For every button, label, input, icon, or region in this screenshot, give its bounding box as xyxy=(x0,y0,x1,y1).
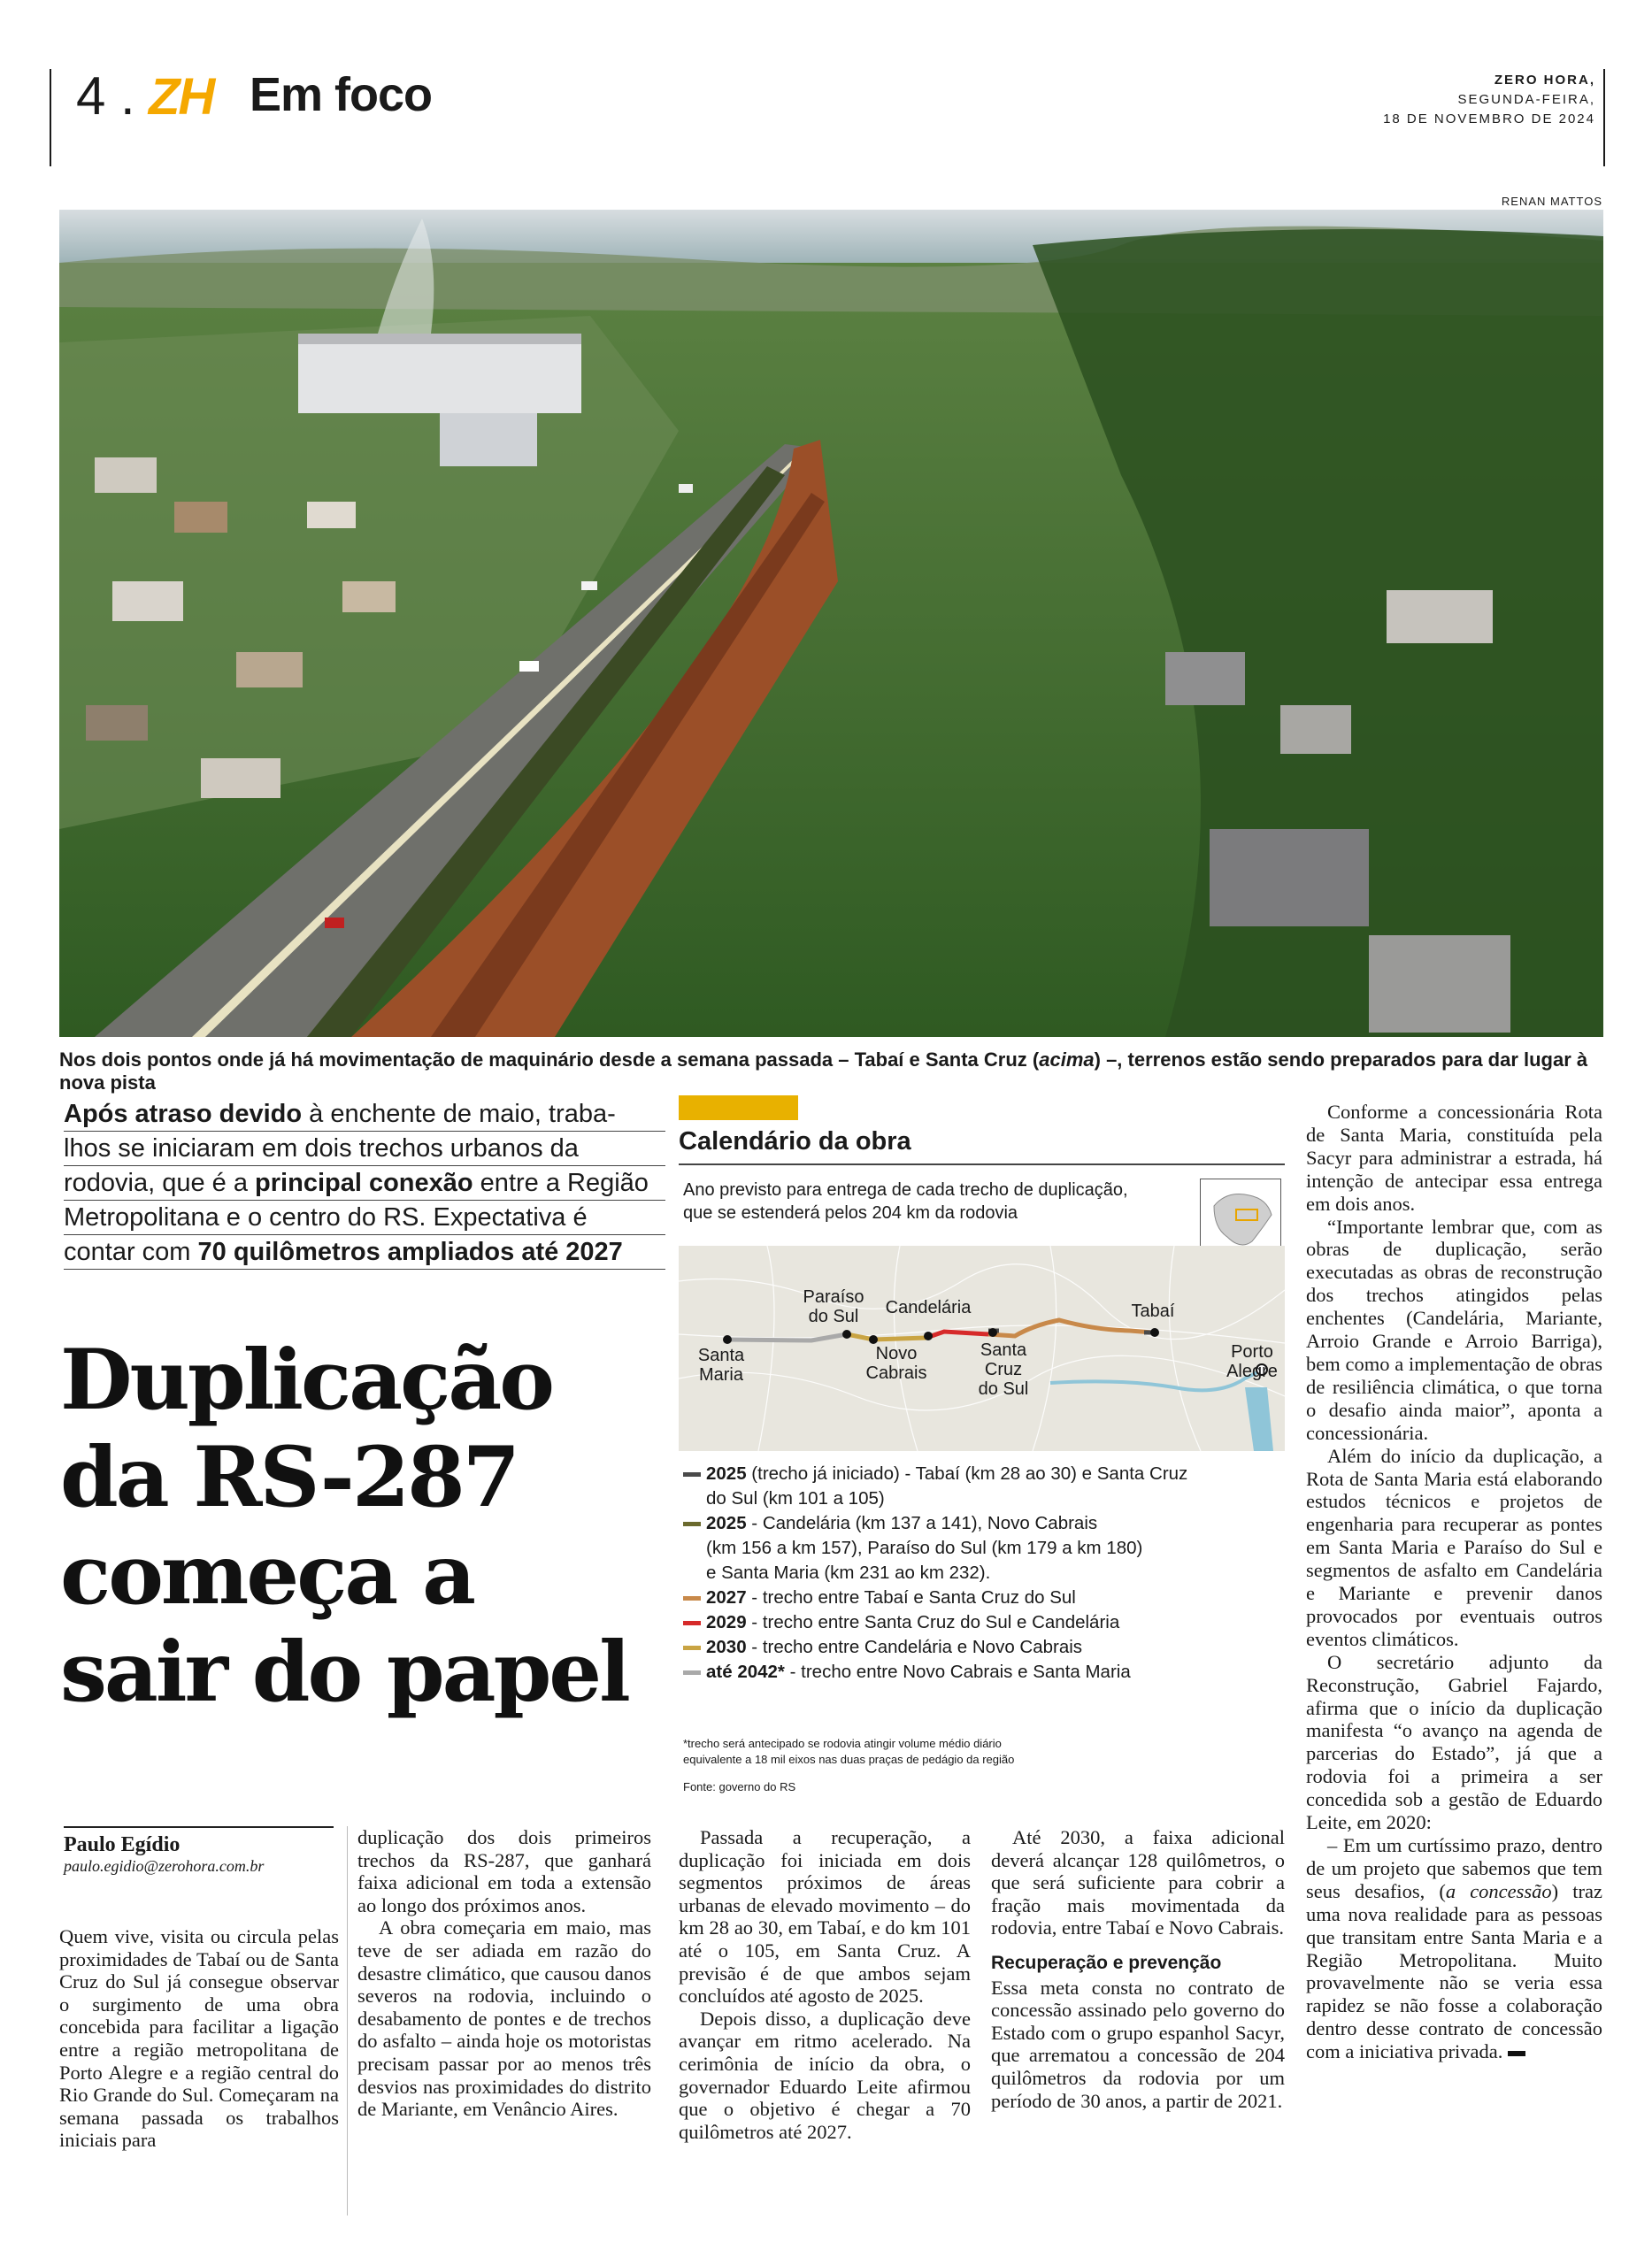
segment-2029 xyxy=(926,1332,988,1338)
paragraph: Conforme a concessionária Rota de Santa Maria, constituída pela Sacyr para administrar a estrada, há intenção de antecipar essa entrega em dois anos. xyxy=(1306,1101,1602,1215)
infographic-source: Fonte: governo do RS xyxy=(683,1780,796,1793)
infographic-title: Calendário da obra xyxy=(679,1127,911,1156)
lead-line-1: Após atraso devido à enchente de maio, traba- xyxy=(64,1097,665,1132)
paragraph: Até 2030, a faixa adicional deverá alcançar 128 quilômetros, o que será suficiente para cobrir a fração mais movimentada da rodovia, entre Tabaí e Novo Cabrais. xyxy=(991,1826,1285,1939)
column-divider xyxy=(347,1826,348,2215)
route-map xyxy=(679,1246,1285,1451)
infographic-footnote: *trecho será antecipado se rodovia atingir volume médio diário equivalente a 18 mil eixos nas duas praças de pedágio da região xyxy=(683,1737,1015,1766)
lead-line-3: rodovia, que é a principal conexão entre a Região xyxy=(64,1166,665,1201)
legend-item: 2025 - Candelária (km 137 a 141), Novo Cabrais (km 156 a km 157), Paraíso do Sul (km 179 a km 180) e Santa Maria (km 231 ao km 232). xyxy=(683,1511,1285,1586)
label-santa-maria-1: Santa xyxy=(697,1346,745,1365)
label-novo-cabrais-2: Cabrais xyxy=(865,1363,927,1383)
label-santa-cruz-1: Santa xyxy=(980,1340,1027,1360)
timeline-legend xyxy=(683,1462,1285,1685)
issue-date: 18 DE NOVEMBRO DE 2024 xyxy=(1383,111,1595,127)
headline-line-2: da RS-287 xyxy=(60,1429,519,1526)
article-column-4 xyxy=(991,1826,1285,2112)
legend-swatch xyxy=(683,1522,701,1526)
lead-paragraph xyxy=(64,1097,665,1270)
legend-item: 2029 - trecho entre Santa Cruz do Sul e Candelária xyxy=(683,1610,1285,1635)
legend-item: até 2042* - trecho entre Novo Cabrais e Santa Maria xyxy=(683,1660,1285,1685)
lead-line-5: contar com 70 quilômetros ampliados até 2027 xyxy=(64,1235,665,1270)
aerial-photo xyxy=(59,210,1603,1037)
paragraph: A obra começaria em maio, mas teve de ser adiada em razão do desastre climático, que causou danos severos na rodovia, incluindo o desabamento de pontes e de trechos do asfalto – ainda hoje os motoristas precisam passar por ao menos três desvios nas proximidades do distrito de Mariante, em Venâncio Aires. xyxy=(357,1916,651,2121)
legend-item: 2025 (trecho já iniciado) - Tabaí (km 28 ao 30) e Santa Cruz do Sul (km 101 a 105) xyxy=(683,1462,1285,1511)
page-number: 4 . xyxy=(76,66,135,126)
paragraph: Quem vive, visita ou circula pelas proximidades de Tabaí ou de Santa Cruz do Sul já consegue observar o surgimento de uma obra concebida para facilitar a ligação entre a região metropolitana de Porto Alegre e a região central do Rio Grande do Sul. Começaram na semana passada os trabalhos iniciais para xyxy=(59,1925,339,2152)
paragraph: “Importante lembrar que, com as obras de duplicação, serão executadas as obras de reconstrução dos trechos atingidos pelas enchentes (Candelária, Mariante, Arroio Grande e Arroio Barriga), bem como a implementação de obras de resiliência climática, o que torna o desafio ainda maior”, aponta a concessionária. xyxy=(1306,1215,1602,1444)
header-right-rule xyxy=(1603,69,1605,166)
infographic-accent-bar xyxy=(679,1095,798,1120)
apartment-building xyxy=(298,334,581,413)
subheading: Recuperação e prevenção xyxy=(991,1952,1222,1973)
label-santa-cruz-2: Cruz xyxy=(984,1360,1023,1379)
headline-line-1: Duplicação xyxy=(60,1332,552,1429)
label-novo-cabrais-1: Novo xyxy=(875,1344,918,1363)
label-porto-alegre-1: Porto xyxy=(1231,1342,1273,1362)
header-left-rule xyxy=(50,69,51,166)
marker-tabai xyxy=(1150,1328,1159,1337)
photo-caption: Nos dois pontos onde já há movimentação de maquinário desde a semana passada – Tabaí e Santa Cruz (acima) –, terrenos estão sendo preparados para dar lugar à nova pista xyxy=(59,1048,1588,1094)
label-paraiso-2: do Sul xyxy=(808,1307,859,1326)
end-mark xyxy=(1508,2051,1525,2056)
paragraph: – Em um curtíssimo prazo, dentro de um projeto que sabemos que tem seus desafios, (a concessão) traz uma nova realidade para as pessoas que transitam entre Santa Maria e a Região Metropolitana. Muito provavelmente não se veria essa rapidez se não fosse a colaboração dentro desse contrato de concessão com a iniciativa privada. xyxy=(1306,1834,1602,2063)
author-name: Paulo Egídio xyxy=(64,1833,181,1856)
article-column-2 xyxy=(357,1826,651,2121)
label-santa-cruz-3: do Sul xyxy=(978,1379,1029,1399)
legend-swatch xyxy=(683,1670,701,1675)
marker-paraiso-do-sul xyxy=(842,1330,851,1339)
legend-swatch xyxy=(683,1472,701,1477)
label-porto-alegre-2: Alegre xyxy=(1226,1362,1278,1381)
legend-swatch xyxy=(683,1621,701,1625)
article-column-3 xyxy=(679,1826,971,2143)
legend-item: 2027 - trecho entre Tabaí e Santa Cruz do Sul xyxy=(683,1586,1285,1610)
legend-item: 2030 - trecho entre Candelária e Novo Cabrais xyxy=(683,1635,1285,1660)
lead-line-4: Metropolitana e o centro do RS. Expectativa é xyxy=(64,1201,665,1235)
section-title: Em foco xyxy=(250,68,433,121)
label-paraiso-1: Paraíso xyxy=(803,1287,864,1307)
headline xyxy=(60,1332,662,1721)
infographic-subtitle: Ano previsto para entrega de cada trecho de duplicação, que se estenderá pelos 204 km da rodovia xyxy=(683,1180,1128,1223)
article-column-5 xyxy=(1306,1101,1602,2063)
paragraph: Essa meta consta no contrato de concessão assinado pelo governo do Estado com o grupo espanhol Sacyr, que arrematou a concessão de 204 quilômetros da rodovia por um período de 30 anos, a partir de 2021. xyxy=(991,1976,1285,2112)
infographic-rule xyxy=(679,1163,1285,1165)
legend-swatch xyxy=(683,1646,701,1650)
marker-candelaria xyxy=(924,1332,933,1340)
weekday: SEGUNDA-FEIRA, xyxy=(1457,92,1595,107)
label-santa-maria-2: Maria xyxy=(698,1365,744,1385)
route-map-svg xyxy=(679,1246,1285,1451)
paragraph: O secretário adjunto da Reconstrução, Gabriel Fajardo, afirma que o início da duplicação manifesta “o avanço na agenda de parcerias do Estado”, já que a rodovia foi a primeira a ser concedida sob a gestão de Eduardo Leite, em 2020: xyxy=(1306,1650,1602,1834)
headline-line-4: sair do papel xyxy=(60,1624,628,1721)
photo-credit: RENAN MATTOS xyxy=(1501,195,1602,208)
article-column-1 xyxy=(59,1925,339,2152)
marker-santa-cruz xyxy=(988,1328,997,1337)
byline xyxy=(64,1833,264,1876)
paragraph: Depois disso, a duplicação deve avançar em ritmo acelerado. Na cerimônia de início da obra, o governador Eduardo Leite afirmou que o objetivo é chegar a 70 quilômetros até 2027. xyxy=(679,2007,971,2143)
marker-novo-cabrais xyxy=(869,1335,878,1344)
paragraph: Passada a recuperação, a duplicação foi iniciada em dois segmentos próximos de áreas urbanas de elevado movimento – do km 28 ao 30, em Tabaí, e do km 101 até o 105, em Santa Cruz. A previsão é de que ambos sejam concluídos até agosto de 2025. xyxy=(679,1826,971,2008)
aerial-photo-illustration xyxy=(59,210,1603,1037)
headline-line-3: começa a xyxy=(60,1526,473,1624)
author-email[interactable]: paulo.egidio@zerohora.com.br xyxy=(64,1857,265,1875)
paragraph: duplicação dos dois primeiros trechos da RS-287, que ganhará faixa adicional em toda a extensão ao longo dos próximos anos. xyxy=(357,1826,651,1916)
masthead xyxy=(1383,71,1595,129)
paragraph: Além do início da duplicação, a Rota de Santa Maria está elaborando estudos técnicos e projetos de engenharia para recuperar as pontes em Santa Maria e Paraíso do Sul e segmentos de asfalto em Candelária e Mariante e prevenir danos provocados por eventuais outros eventos climáticos. xyxy=(1306,1444,1602,1650)
lead-line-2: lhos se iniciaram em dois trechos urbanos da xyxy=(64,1132,665,1166)
label-candelaria: Candelária xyxy=(885,1298,972,1317)
legend-swatch xyxy=(683,1596,701,1601)
label-tabai: Tabaí xyxy=(1131,1302,1175,1321)
marker-santa-maria xyxy=(723,1335,732,1344)
zh-logo: ZH xyxy=(149,68,214,126)
publication-name: ZERO HORA, xyxy=(1494,73,1595,88)
byline-rule xyxy=(64,1826,334,1828)
